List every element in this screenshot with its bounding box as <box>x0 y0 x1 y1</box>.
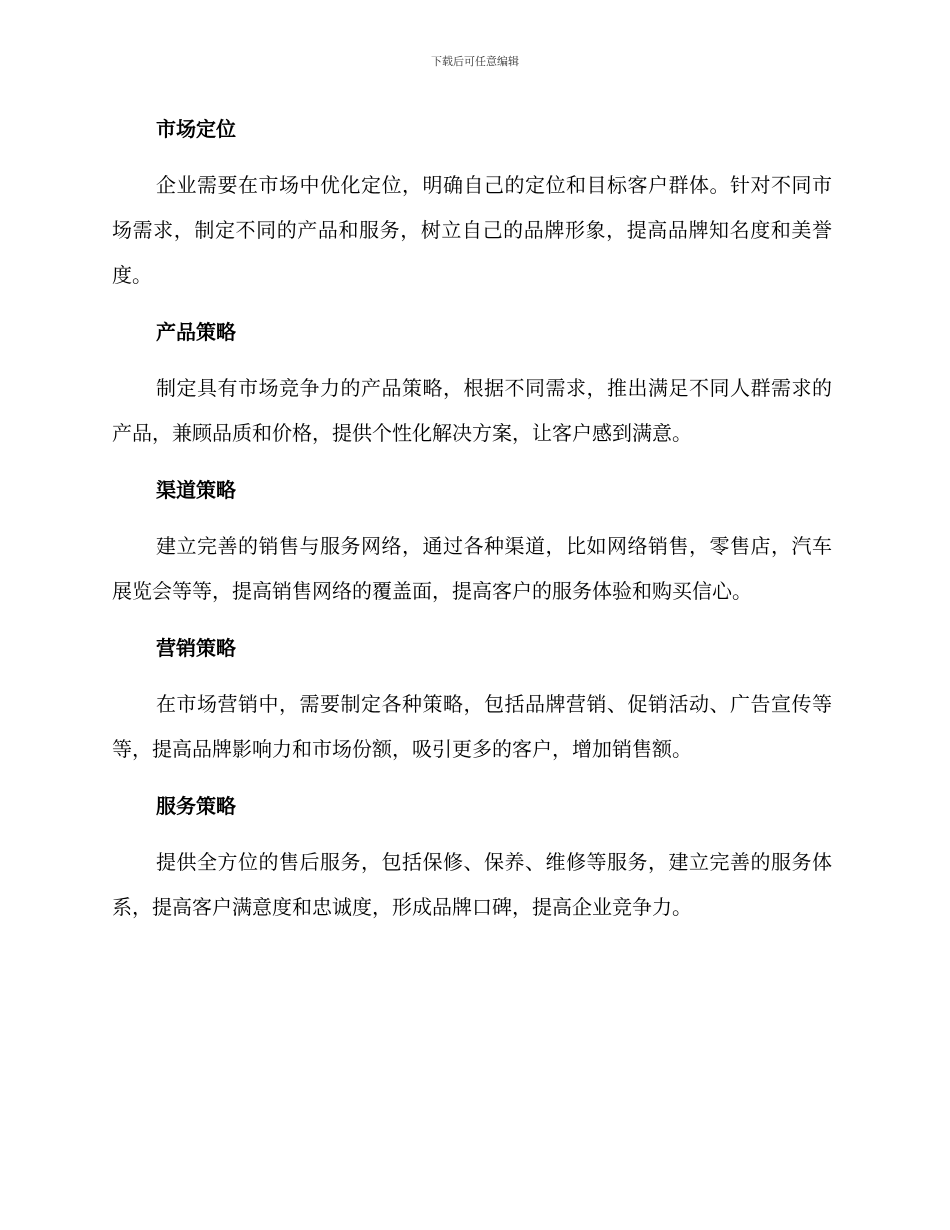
section-channel-strategy <box>112 468 832 614</box>
section-heading: 服务策略 <box>156 794 236 818</box>
section-service-strategy <box>112 784 832 930</box>
page-header: 下载后可任意编辑 <box>431 55 519 68</box>
document-body <box>112 107 832 942</box>
section-heading: 市场定位 <box>156 117 236 141</box>
section-market-positioning <box>112 107 832 298</box>
section-heading: 营销策略 <box>156 636 236 660</box>
section-paragraph: 制定具有市场竞争力的产品策略，根据不同需求，推出满足不同人群需求的产品，兼顾品质和价格，提供个性化解决方案，让客户感到满意。 <box>112 376 832 445</box>
section-paragraph: 提供全方位的售后服务，包括保修、保养、维修等服务，建立完善的服务体系，提高客户满意度和忠诚度，形成品牌口碑，提高企业竞争力。 <box>112 850 832 919</box>
section-product-strategy <box>112 310 832 456</box>
section-paragraph: 企业需要在市场中优化定位，明确自己的定位和目标客户群体。针对不同市场需求，制定不同的产品和服务，树立自己的品牌形象，提高品牌知名度和美誉度。 <box>112 173 832 287</box>
section-heading: 产品策略 <box>156 320 236 344</box>
section-paragraph: 在市场营销中，需要制定各种策略，包括品牌营销、促销活动、广告宣传等等，提高品牌影响力和市场份额，吸引更多的客户，增加销售额。 <box>112 692 832 761</box>
section-heading: 渠道策略 <box>156 478 236 502</box>
section-paragraph: 建立完善的销售与服务网络，通过各种渠道，比如网络销售，零售店，汽车展览会等等，提高销售网络的覆盖面，提高客户的服务体验和购买信心。 <box>112 534 832 603</box>
section-marketing-strategy <box>112 626 832 772</box>
